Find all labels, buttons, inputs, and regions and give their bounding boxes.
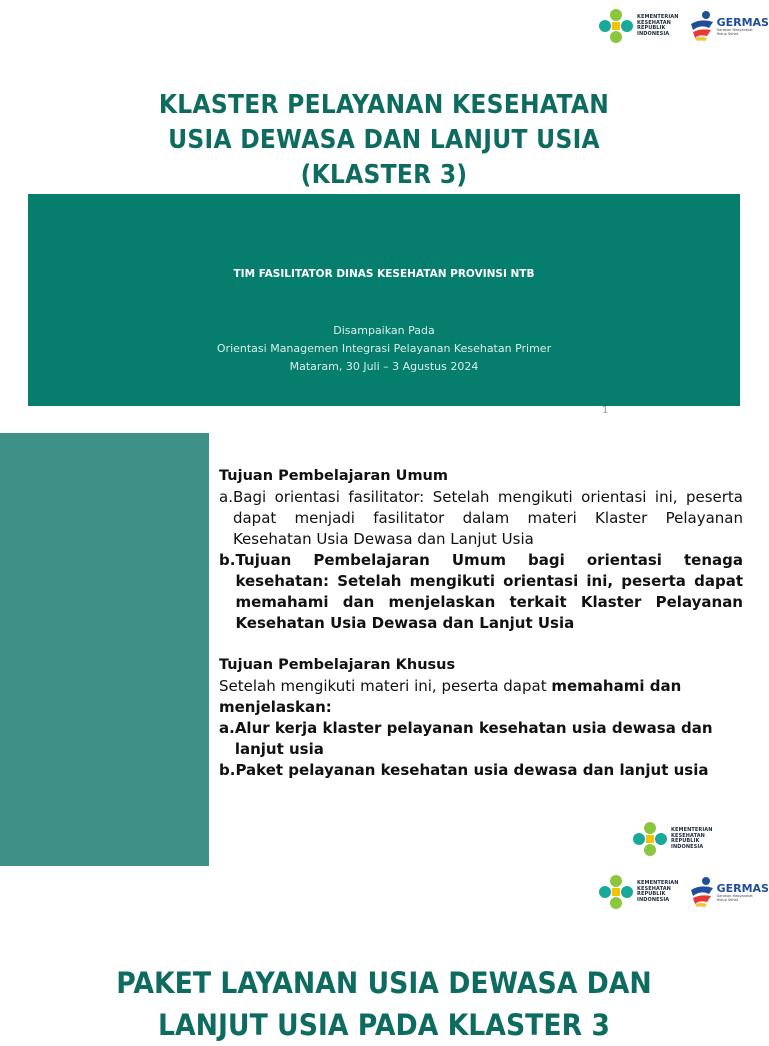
- kemenkes-logo: [598, 874, 679, 910]
- specific-intro-plain: Setelah mengikuti materi ini, peserta dapat: [219, 677, 552, 695]
- title-line-2: LANJUT USIA PADA KLASTER 3: [157, 1008, 611, 1042]
- general-objective-b: [219, 550, 743, 634]
- slide-3: [0, 866, 769, 1042]
- teal-sidebar: [0, 433, 209, 866]
- presentation-info: [28, 322, 740, 376]
- germas-logo: [689, 876, 769, 908]
- specific-objective-b-text: Paket pelayanan kesehatan usia dewasa dan lanjut usia: [235, 761, 709, 779]
- teal-banner: [28, 194, 740, 406]
- germas-figure-icon: [689, 876, 715, 908]
- kemenkes-emblem-icon: [598, 8, 634, 44]
- specific-objectives-heading: Tujuan Pembelajaran Khusus: [219, 657, 456, 673]
- slide-3-title: [31, 962, 738, 1046]
- kemenkes-text: KEMENTERIAN KESEHATAN REPUBLIK INDONESIA: [637, 880, 679, 903]
- title-line-3: (KLASTER 3): [300, 160, 468, 190]
- slide-2: [0, 433, 768, 866]
- list-marker: b.: [219, 761, 236, 779]
- germas-word: GERMAS: [716, 881, 769, 895]
- kemenkes-logo: [632, 821, 713, 857]
- title-line-1: PAKET LAYANAN USIA DEWASA DAN: [116, 966, 652, 1000]
- specific-objective-a-text: Alur kerja klaster pelayanan kesehatan usia dewasa dan lanjut usia: [234, 719, 713, 758]
- team-name: TIM FASILITATOR DINAS KESEHATAN PROVINSI NTB: [233, 268, 535, 280]
- event-name: Orientasi Managemen Integrasi Pelayanan Kesehatan Primer: [216, 342, 552, 355]
- germas-logo: [689, 10, 769, 42]
- page-number: 1: [602, 405, 609, 416]
- list-marker: b.: [219, 551, 236, 569]
- presented-at: Disampaikan Pada: [333, 324, 435, 337]
- specific-objective-a: [219, 718, 743, 760]
- kemenkes-text: KEMENTERIAN KESEHATAN REPUBLIK INDONESIA: [637, 14, 679, 37]
- kemenkes-emblem-icon: [598, 874, 634, 910]
- learning-objectives: [219, 466, 743, 781]
- general-objective-a: [219, 487, 743, 550]
- germas-tagline: Gerakan Masyarakat Hidup Sehat: [716, 27, 753, 36]
- list-marker: a.: [219, 488, 233, 506]
- header-logos: [598, 8, 769, 44]
- header-logos: [598, 874, 769, 910]
- list-marker: a.: [219, 719, 235, 737]
- specific-objective-b: [219, 760, 743, 781]
- germas-figure-icon: [689, 10, 715, 42]
- germas-word: GERMAS: [716, 15, 769, 29]
- slide-1: [0, 0, 768, 423]
- general-objectives-heading: Tujuan Pembelajaran Umum: [219, 468, 448, 484]
- slide-2-logo: [632, 821, 713, 857]
- kemenkes-logo: [598, 8, 679, 44]
- kemenkes-text: KEMENTERIAN KESEHATAN REPUBLIK INDONESIA: [671, 827, 713, 850]
- germas-tagline: Gerakan Masyarakat Hidup Sehat: [716, 893, 753, 902]
- general-objective-b-text: Tujuan Pembelajaran Umum bagi orientasi tenaga kesehatan: Setelah mengikuti orientasi ini, peserta dapat memahami dan menjelaskan terkait Klaster Pelayanan Kesehatan Usia Dewasa dan Lanjut Usia: [235, 551, 743, 632]
- place-date: Mataram, 30 Juli – 3 Agustus 2024: [289, 360, 479, 373]
- slide-1-title: [38, 88, 729, 193]
- kemenkes-emblem-icon: [632, 821, 668, 857]
- title-line-2: USIA DEWASA DAN LANJUT USIA: [168, 125, 600, 155]
- general-objective-a-text: Bagi orientasi fasilitator: Setelah mengikuti orientasi ini, peserta dapat menjadi fasilitator dalam materi Klaster Pelayanan Kesehatan Usia Dewasa dan Lanjut Usia: [232, 488, 743, 548]
- specific-intro-bold: memahami dan menjelaskan:: [219, 677, 682, 716]
- title-line-1: KLASTER PELAYANAN KESEHATAN: [158, 90, 610, 120]
- specific-intro: [219, 676, 743, 718]
